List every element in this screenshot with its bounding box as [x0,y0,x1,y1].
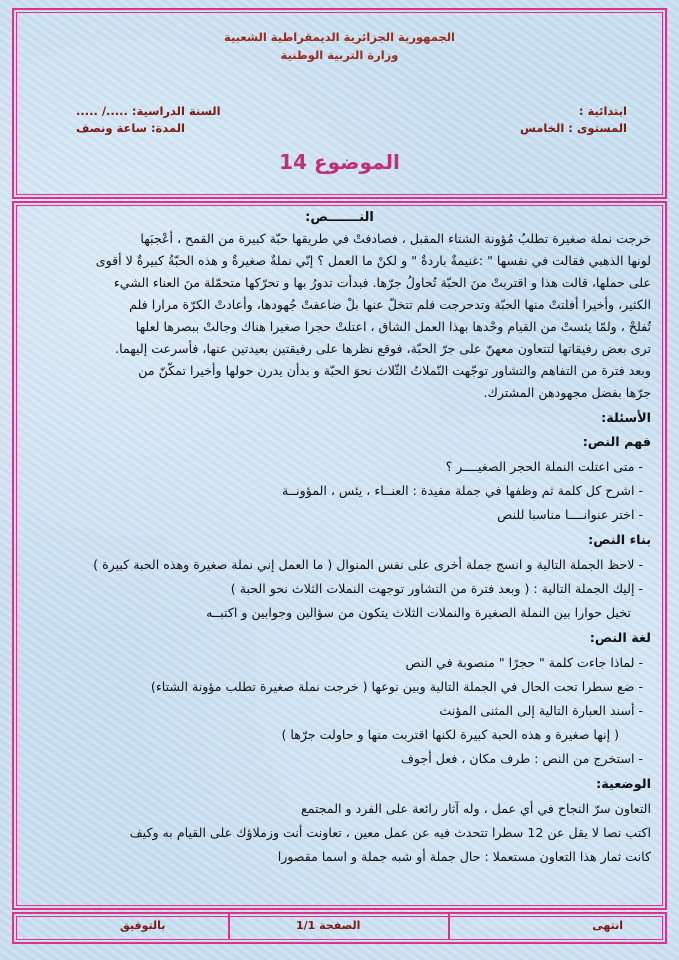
language-question: - استخرج من النص : طرف مكان ، فعل أجوف [400,751,643,766]
situation-line: اكتب نصا لا يقل عن 12 سطرا تتحدث فيه عن عمل معين ، تعاونت أنت وزملاؤك على القيام به وكيف [129,825,651,840]
republic-title: الجمهورية الجزائرية الديمقراطية الشعبية [223,30,455,44]
comprehension-heading: فهم النص: [582,435,651,450]
situation-heading: الوضعية: [596,777,651,792]
footer-good-luck: بالتوفيق [120,919,166,932]
page-title: الموضوع 14 [279,150,400,174]
language-question: - لماذا جاءت كلمة " حجرًا " منصوبة في النص [405,655,643,670]
text-heading: النـــــــص: [305,210,374,225]
passage-line: ترى بعض رفيقاتها لتتعاون معهنّ على جرّ الحبّة، فوقع نظرها على رفيقتين بعيدتين عنها، فأسرعت إليهما. [115,341,651,356]
comprehension-question: - اشرح كل كلمة ثم وظفها في جملة مفيدة : العنــاء ، يئس ، المؤونــة [281,483,643,498]
comprehension-question: - متى اعتلت النملة الحجر الصغيــــر ؟ [445,459,643,474]
passage-line: لونها الذهبي فقالت في نفسها " :غنيمةٌ باردةٌ " و لكنْ ما العمل ؟ إنّي نملةٌ صغيرةٌ و هذه الحبّةُ كبيرةٌ لا أقوى [95,253,651,268]
footer-divider [448,914,450,940]
passage-line: وبعد فترة من التفاهم والتشاور توجّهت النّملاتُ الثّلاث نحوَ الحبّة و بدأن يدرن حولها وأخيرا تمكّنّ من [138,363,651,378]
comprehension-question: - اختر عنوانــــا مناسبا للنص [497,507,643,522]
school-label: ابتدائية : [578,104,627,118]
passage-line: على حملها، قالت هذا و اقتربتْ منَ الحبّة تُحاولُ جرّها. فبدأت تدورُ بها و تحرّكها متحمّلة منَ العناء الشيء [113,275,651,290]
duration-label: المدة: ساعة ونصف [76,121,185,135]
language-heading: لغة النص: [589,631,651,646]
level-label: المستوى : الخامس [520,121,627,135]
passage-line: خرجت نملة صغيرة تطلبُ مُؤونة الشتاء المقبل ، فصادفتْ في طريقها حبّة كبيرة من القمح ، أعْجبَها [140,231,651,246]
footer-page: الصفحة 1/1 [296,919,361,932]
language-question: ( إنها صغيرة و هذه الحبة كبيرة لكنها اقتربت منها و حاولت جرّها ) [281,727,619,742]
construction-heading: بناء النص: [588,533,651,548]
passage-line: جرّها بفضل مجهودهن المشترك. [483,385,651,400]
language-question: - أسند العبارة التالية إلى المثنى المؤنث [439,703,643,718]
situation-line: كانت ثمار هذا التعاون مستعملا : حال جملة أو شبه جملة و اسما مقصورا [277,849,651,864]
questions-heading: الأسئلة: [601,411,651,426]
passage-line: تُفلحْ ، ولمّا يئستْ من القيام وحْدها بهذا العمل الشاق ، اعتلتْ حجرا صغيرا هناك وجالتْ ببصرها لعلها [135,319,651,334]
construction-question: - لاحظ الجملة التالية و انسج جملة أخرى على نفس المنوال ( ما العمل إني نملة صغيرة وهذه الحبة كبيرة ) [93,557,643,572]
passage-line: الكثير، وأخيرا أفلتتْ منها الحبّة وتدحرجت فلم تتخلّ عنها بلْ ضاعفتْ جُهودها، وأعادتْ الكرّة مرارا فلم [129,297,651,312]
construction-question: - إليك الجملة التالية : ( وبعد فترة من التشاور توجهت النملات الثلاث نحو الحبة ) [230,581,643,596]
footer-end: انتهى [592,919,623,932]
ministry-title: وزارة التربية الوطنية [280,48,399,62]
construction-question: تخيل حوارا بين النملة الصغيرة والنملات الثلاث يتكون من سؤالين وجوابين و اكتبــه [206,605,631,620]
school-year-label: السنة الدراسية: ...../ ..... [76,104,221,118]
language-question: - ضع سطرا تحت الحال في الجملة التالية وبين نوعها ( خرجت نملة صغيرة تطلب مؤونة الشتاء) [150,679,643,694]
footer-divider [228,914,230,940]
situation-line: التعاون سرّ النجاح في أي عمل ، وله آثار رائعة على الفرد و المجتمع [301,801,651,816]
